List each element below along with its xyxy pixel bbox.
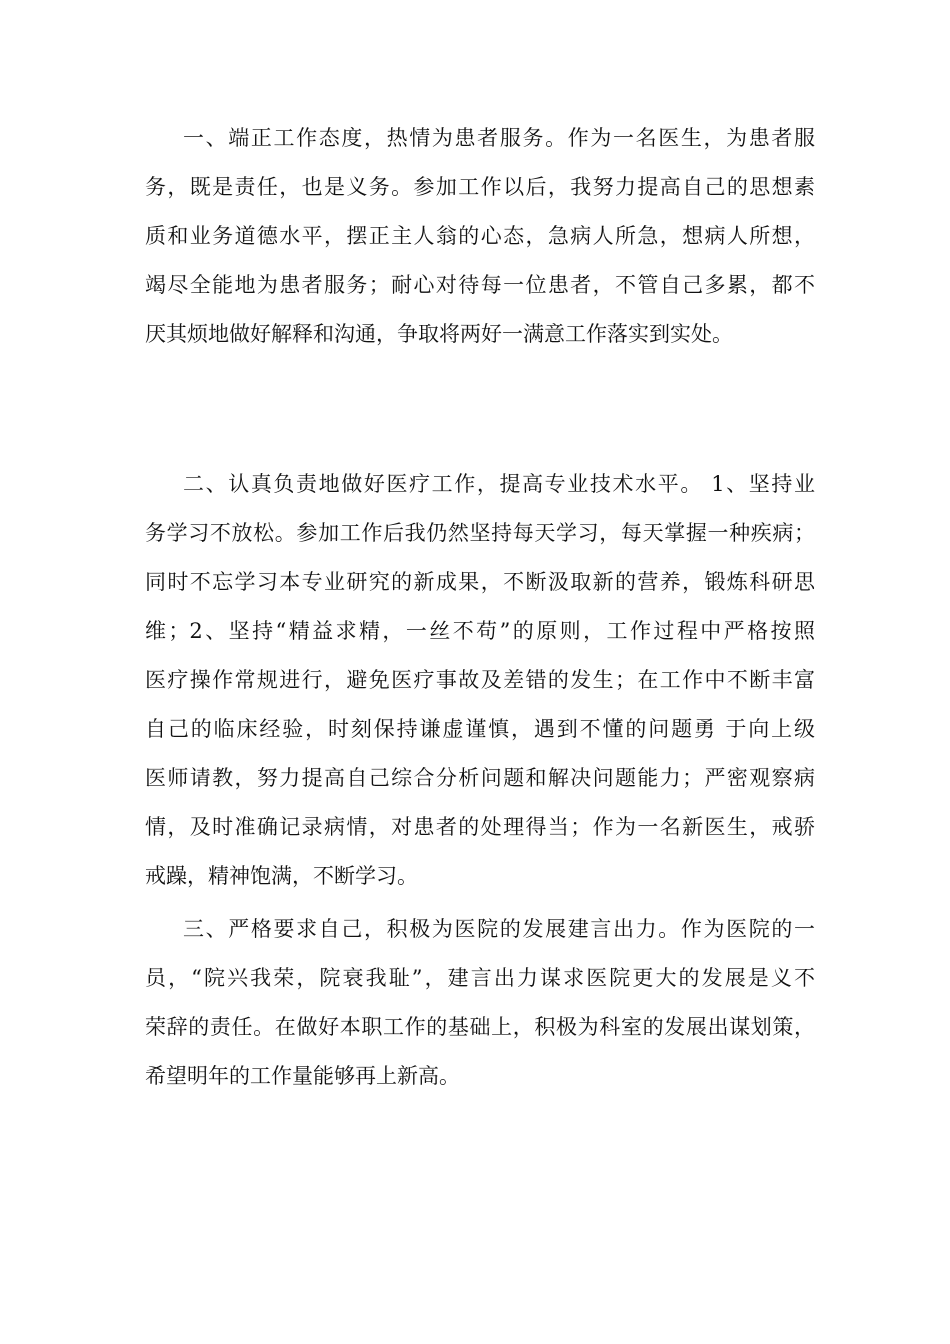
paragraph-line: 二、认真负责地做好医疗工作，提高专业技术水平。 1、坚持业: [183, 472, 815, 496]
paragraph-line: 维；2、坚持“精益求精，一丝不苟”的原则，工作过程中严格按照: [145, 619, 815, 643]
paragraph-line: 情，及时准确记录病情，对患者的处理得当；作为一名新医生，戒骄: [145, 815, 815, 839]
paragraph-medical-work: [145, 460, 815, 901]
paragraph-line: 员，“院兴我荣，院衰我耻”，建言出力谋求医院更大的发展是义不: [145, 966, 815, 990]
paragraph-line: 戒躁，精神饱满，不断学习。: [145, 864, 418, 888]
paragraph-line: 自己的临床经验，时刻保持谦虚谨慎，遇到不懂的问题勇 于向上级: [145, 717, 815, 741]
paragraph-line: 同时不忘学习本专业研究的新成果，不断汲取新的营养，锻炼科研思: [145, 570, 815, 594]
paragraph-line: 竭尽全能地为患者服务；耐心对待每一位患者，不管自己多累，都不: [145, 273, 815, 297]
paragraph-line: 荣辞的责任。在做好本职工作的基础上，积极为科室的发展出谋划策，: [145, 1015, 815, 1039]
paragraph-line: 务，既是责任，也是义务。参加工作以后，我努力提高自己的思想素: [145, 175, 815, 199]
paragraph-line: 医疗操作常规进行，避免医疗事故及差错的发生；在工作中不断丰富: [145, 668, 815, 692]
paragraph-line: 厌其烦地做好解释和沟通，争取将两好一满意工作落实到实处。: [145, 322, 733, 346]
paragraph-line: 务学习不放松。参加工作后我仍然坚持每天学习，每天掌握一种疾病；: [145, 521, 815, 545]
paragraph-line: 希望明年的工作量能够再上新高。: [145, 1064, 460, 1088]
paragraph-line: 一、端正工作态度，热情为患者服务。作为一名医生，为患者服: [183, 126, 815, 150]
paragraph-line: 三、严格要求自己，积极为医院的发展建言出力。作为医院的一: [183, 917, 815, 941]
paragraph-hospital-development: [145, 905, 815, 1101]
paragraph-line: 质和业务道德水平，摆正主人翁的心态，急病人所急，想病人所想，: [145, 224, 815, 248]
paragraph-attitude: [145, 114, 815, 359]
paragraph-line: 医师请教，努力提高自己综合分析问题和解决问题能力；严密观察病: [145, 766, 815, 790]
